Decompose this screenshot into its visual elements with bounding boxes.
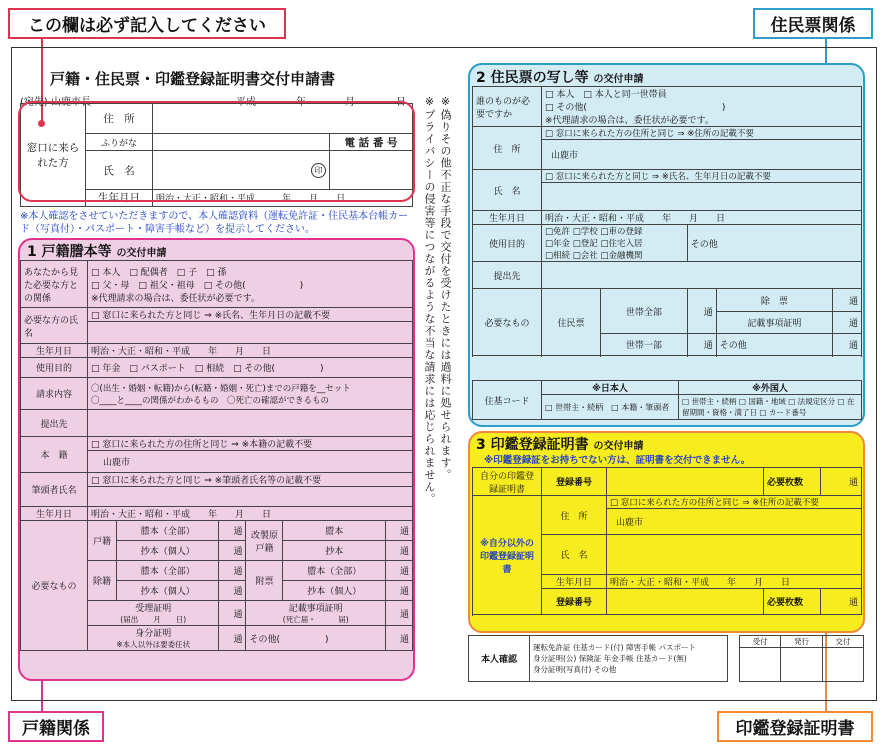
koseki-person-label: 必要な方の氏名 (21, 308, 88, 344)
jumin-jo: 除 票 (716, 289, 832, 312)
jumin-table (472, 86, 862, 356)
fuhyo-tohon-count[interactable]: 通 (386, 561, 413, 581)
applicant-highlight (18, 101, 415, 202)
date-day: 日 (396, 97, 406, 108)
fuhyo-shohon-count[interactable]: 通 (386, 581, 413, 601)
jumin-who-options[interactable]: □ 本人 □ 本人と同一世帯員 □ その他( ) ※代理請求の場合は、委任状が必要です。 (542, 87, 862, 127)
jumin-word: 住民票 (542, 289, 601, 356)
jumin-kisai-count[interactable]: 通 (833, 312, 862, 334)
date-heisei: 平成 (236, 97, 256, 108)
office-cell-hakko (781, 648, 822, 682)
jumin-jo-count[interactable]: 通 (833, 289, 862, 312)
koseki-relation-options[interactable]: □ 本人 □ 配偶者 □ 子 □ 孫 □ 父・母 □ 祖父・祖母 □ その他( ) ※代理請求の場合は、委任状が必要です。 (88, 261, 413, 308)
confirm-block (468, 635, 728, 682)
jumin-setai-one-count[interactable]: 通 (687, 334, 716, 356)
koseki-head-same-checkbox[interactable]: □ 窓口に来られた方と同じ ⇒ ※筆頭者氏名等の記載不要 (88, 473, 413, 487)
inkan-own-count-label: 必要枚数 (764, 468, 821, 496)
koseki-tohon-all: 謄本（全部） (117, 521, 219, 541)
juri-cert: 受理証明 (届出 月 日) (88, 601, 219, 626)
koseki-shohon-ind: 抄本（個人） (117, 541, 219, 561)
jumin-other[interactable]: その他 (716, 334, 832, 356)
inkan-title: 3 印鑑登録証明書 の交付申請 (476, 437, 644, 453)
inkan-name-field[interactable] (607, 535, 862, 575)
jumin-gaikoku-options[interactable]: □ 世帯主・続柄 □ 国籍・地域 □ 法規定区分 □ 在留期間・資格・満了日 □ カード番号 (679, 395, 862, 420)
applicant-birth-field[interactable]: 明治・大正・昭和・平成 年 月 日 (153, 189, 413, 206)
fuhyo-shohon-ind: 抄本（個人） (283, 581, 386, 601)
kaisei-word: 改製原戸籍 (246, 521, 283, 561)
callout-juminhyo: 住民票関係 (753, 8, 873, 39)
jumin-setai-all-count[interactable]: 通 (687, 289, 716, 334)
jumin-addr-field[interactable]: 山鹿市 (542, 140, 862, 170)
jumin-name-same-checkbox[interactable]: □ 窓口に来られた方と同じ ⇒ ※氏名、生年月日の記載不要 (542, 170, 862, 183)
koseki-person-same-checkbox[interactable]: □ 窓口に来られた方と同じ ⇒ ※氏名、生年月日の記載不要 (88, 308, 413, 322)
applicant-birth-label: 生年月日 (86, 189, 153, 206)
office-use-block (739, 635, 864, 682)
mibun-cert: 身分証明 ※本人以外は要委任状 (88, 626, 219, 651)
kaisei-tohon-count[interactable]: 通 (386, 521, 413, 541)
applicant-name-label: 氏 名 (86, 151, 153, 190)
koseki-title: 1 戸籍謄本等 の交付申請 (27, 244, 167, 260)
inkan-addr-label: 住 所 (542, 496, 607, 535)
kisai-cert: 記載事項証明 (死亡届・ 届) (246, 601, 386, 626)
callout-required: この欄は必ず記入してください (8, 8, 286, 39)
id-note: ※本人確認をさせていただきますので、本人確認資料（運転免許証・住民基本台帳カード（写真付）・パスポート・障害手帳など）を提示してください。 (20, 211, 409, 235)
koseki-table (20, 260, 413, 678)
inkan-reg-label: 登録番号 (542, 589, 607, 615)
jumin-who-label: 誰のものが必要ですか (473, 87, 542, 127)
jumin-birth-field[interactable]: 明治・大正・昭和・平成 年 月 日 (542, 211, 862, 225)
office-cell-uketsuke (740, 648, 781, 682)
koseki-honseki-label: 本 籍 (21, 437, 88, 473)
jumin-submit-label: 提出先 (473, 262, 542, 289)
jumin-purpose-options[interactable]: □免許 □学校 □車の登録 □年金 □登記 □住宅入居 □相続 □会社 □金融機関 (542, 225, 688, 262)
jumin-submit-field[interactable] (542, 262, 862, 289)
koseki-submit-field[interactable] (88, 410, 413, 437)
jumin-other-count[interactable]: 通 (833, 334, 862, 356)
applicant-furigana-label: ふりがな (86, 134, 153, 151)
jumin-name-label: 氏 名 (473, 170, 542, 211)
koseki-content-label: 請求内容 (21, 378, 88, 410)
vertical-note-privacy: ※プライバシーの侵害等につながるような不当な請求には応じられません。 (423, 95, 436, 505)
date-year: 年 (296, 97, 306, 108)
addressee: (宛先) 山鹿市長 (20, 97, 91, 108)
jumin-setai-all: 世帯全部 (601, 289, 688, 334)
inkan-table (472, 467, 862, 615)
koseki-other-field[interactable]: その他( ) (246, 626, 386, 651)
inkan-count-field[interactable]: 通 (821, 589, 862, 615)
inkan-own-label: 自分の印鑑登録証明書 (473, 468, 542, 496)
jumin-setai-one: 世帯一部 (601, 334, 688, 356)
koseki-relation-label: あなたから見た必要な方との関係 (21, 261, 88, 308)
koseki-head-birth-field[interactable]: 明治・大正・昭和・平成 年 月 日 (88, 507, 413, 521)
joseki-tohon-count[interactable]: 通 (219, 561, 246, 581)
juri-count[interactable]: 通 (219, 601, 246, 626)
jumin-title: 2 住民票の写し等 の交付申請 (476, 70, 644, 86)
koseki-birth-label: 生年月日 (21, 344, 88, 358)
kaisei-tohon: 謄本 (283, 521, 386, 541)
joseki-shohon-ind: 抄本（個人） (117, 581, 219, 601)
fuhyo-word: 附票 (246, 561, 283, 601)
jumin-addr-label: 住 所 (473, 127, 542, 170)
koseki-head-label: 筆頭者氏名 (21, 473, 88, 507)
office-head-kofu: 交付 (822, 636, 863, 648)
jumin-purpose-other[interactable]: その他 (687, 225, 861, 262)
koseki-word: 戸籍 (88, 521, 117, 561)
inkan-other-label: ※自分以外の印鑑登録証明書 (473, 496, 542, 615)
kisai-count[interactable]: 通 (386, 601, 413, 626)
office-head-uketsuke: 受付 (740, 636, 781, 648)
applicant-phone-label: 電 話 番 号 (330, 134, 413, 151)
fuhyo-tohon-all: 謄本（全部） (283, 561, 386, 581)
koseki-honseki-field[interactable]: 山鹿市 (88, 451, 413, 473)
koseki-purpose-options[interactable]: □ 年金 □ パスポート □ 相続 □ その他( ) (88, 358, 413, 378)
joseki-shohon-count[interactable]: 通 (219, 581, 246, 601)
koseki-tohon-count[interactable]: 通 (219, 521, 246, 541)
inkan-own-count-field[interactable]: 通 (821, 468, 862, 496)
jumin-purpose-label: 使用目的 (473, 225, 542, 262)
koseki-head-field[interactable] (88, 487, 413, 507)
koseki-shohon-count[interactable]: 通 (219, 541, 246, 561)
koseki-needed-label: 必要なもの (21, 521, 88, 651)
jumin-kihon-label: 住基コード (473, 381, 542, 420)
jumin-birth-label: 生年月日 (473, 211, 542, 225)
jumin-kisai: 記載事項証明 (716, 312, 832, 334)
jumin-name-field[interactable] (542, 183, 862, 211)
seal-mark: 印 (311, 163, 326, 178)
inkan-addr-field[interactable]: 山鹿市 (607, 509, 862, 535)
inkan-reg-field[interactable] (607, 589, 764, 615)
joseki-word: 除籍 (88, 561, 117, 601)
joseki-tohon-all: 謄本（全部） (117, 561, 219, 581)
jumin-kihon-table (472, 380, 862, 420)
koseki-honseki-same-checkbox[interactable]: □ 窓口に来られた方の住所と同じ ⇒ ※本籍の記載不要 (88, 437, 413, 451)
koseki-person-field[interactable] (88, 322, 413, 344)
koseki-other-count[interactable]: 通 (386, 626, 413, 651)
confirm-label: 本人確認 (469, 636, 530, 682)
callout-inkan: 印鑑登録証明書 (717, 711, 873, 742)
inkan-count-label: 必要枚数 (764, 589, 821, 615)
koseki-content-options[interactable]: 〇(出生・婚姻・転籍)から(転籍・婚姻・死亡)までの戸籍を__セット 〇____と____の関係がわかるもの 〇死亡の確認ができるもの (88, 378, 413, 410)
date-month: 月 (345, 97, 355, 108)
inkan-name-label: 氏 名 (542, 535, 607, 575)
inkan-birth-field[interactable]: 明治・大正・昭和・平成 年 月 日 (607, 575, 862, 589)
koseki-birth-field[interactable]: 明治・大正・昭和・平成 年 月 日 (88, 344, 413, 358)
applicant-row-label: 窓口に来られた方 (21, 104, 86, 207)
jumin-needed-label: 必要なもの (473, 289, 542, 356)
vertical-note-penalty: ※偽りその他不正な手段で交付を受けたときには過料に処せられます。 (439, 95, 452, 481)
kaisei-shohon-count[interactable]: 通 (386, 541, 413, 561)
koseki-head-birth-label: 生年月日 (21, 507, 88, 521)
inkan-own-reg-label: 登録番号 (542, 468, 607, 496)
koseki-purpose-label: 使用目的 (21, 358, 88, 378)
jumin-addr-same-checkbox[interactable]: □ 窓口に来られた方の住所と同じ ⇒ ※住所の記載不要 (542, 127, 862, 140)
inkan-own-reg-field[interactable] (607, 468, 764, 496)
confirm-options[interactable]: 運転免許証 住基カード(付) 障害手帳 パスポート 身分証明(公) 保険証 年金手帳 住基カード(無) 身分証明(写真付) その他 (530, 636, 728, 682)
callout-koseki: 戸籍関係 (8, 711, 104, 742)
jumin-nihon-options[interactable]: □ 世帯主・続柄 □ 本籍・筆頭者 (542, 395, 679, 420)
office-cell-kofu (822, 648, 863, 682)
mibun-count[interactable]: 通 (219, 626, 246, 651)
kaisei-shohon: 抄本 (283, 541, 386, 561)
jumin-gaikokujin: ※外国人 (679, 381, 862, 395)
applicant-address-label: 住 所 (86, 104, 153, 134)
koseki-submit-label: 提出先 (21, 410, 88, 437)
form-title: 戸籍・住民票・印鑑登録証明書交付申請書 (50, 70, 336, 88)
inkan-note: ※印鑑登録証をお持ちでない方は、証明書を交付できません。 (484, 455, 751, 466)
office-head-hakko: 発行 (781, 636, 822, 648)
inkan-birth-label: 生年月日 (542, 575, 607, 589)
jumin-nihonjin: ※日本人 (542, 381, 679, 395)
inkan-addr-same-checkbox[interactable]: □ 窓口に来られた方の住所と同じ ⇒ ※住所の記載不要 (607, 496, 862, 509)
